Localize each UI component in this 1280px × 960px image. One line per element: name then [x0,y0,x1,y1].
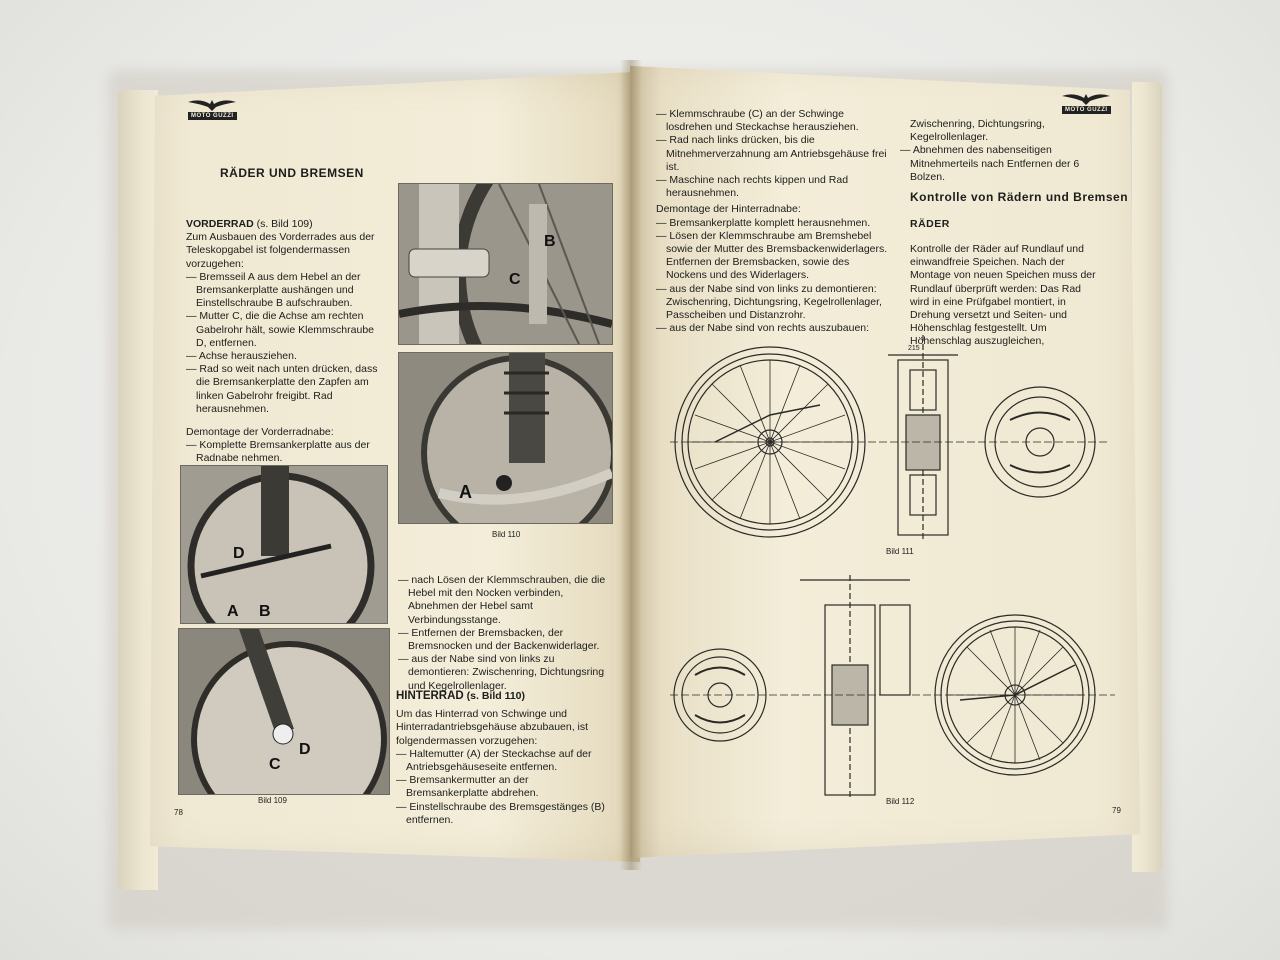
rear-wheel-section [396,690,610,827]
photo-front-brake-2 [178,628,390,795]
front-wheel-section [186,218,384,466]
photo-label: A [227,603,239,620]
col2-line: Zwischenring, Dichtungsring, Kegelrollenlager. [910,118,1045,144]
rear-hub-step: — aus der Nabe sind von rechts auszubauen: [656,322,888,335]
continued-step: — aus der Nabe sind von links zu demontieren: Zwischenring, Dichtungsring und Kegelrollenlager. [398,653,610,693]
book-gutter [620,60,642,870]
wheels-heading: RÄDER [910,218,950,230]
col2-step: — Abnehmen des nabenseitigen Mitnehmerteils nach Entfernen der 6 Bolzen. [900,144,1100,184]
photo-label: A [459,482,472,502]
front-wheel-heading: VORDERRAD [186,218,254,230]
right-column-2 [900,118,1100,184]
right-column-1 [656,108,888,335]
front-step: — Achse herausziehen. [186,350,384,363]
front-step: — Mutter C, die die Achse am rechten Gabelrohr hält, sowie Klemmschraube D, entfernen. [186,310,384,350]
caption-bild-112: Bild 112 [886,797,915,806]
front-step: — Rad so weit nach unten drücken, dass die Bremsankerplatte den Zapfen am linken Gabelrohr freigibt. Rad herausnehmen. [186,363,384,416]
photo-label: D [233,545,245,562]
diagram-bild-112-art [670,575,1115,800]
eagle-icon [1062,92,1110,106]
wheels-text: Kontrolle der Räder auf Rundlauf und einwandfreie Speichen. Nach der Montage von neuen Speichen muss der Rundlauf überprüft werden: Das Rad wird in eine Prüfgabel montiert, in Drehung versetzt und Seiten- und Höhenschlag festgestellt. Um Höhenschlag auszugleichen, [910,243,1096,348]
control-heading: Kontrolle von Rädern und Bremsen [910,190,1129,204]
photo-label: B [259,603,271,620]
brand-name: MOTO GUZZI [1062,106,1111,114]
rear-step: — Haltemutter (A) der Steckachse auf der Antriebsgehäuseseite entfernen. [396,748,610,774]
eagle-icon [188,98,236,112]
rear-hub-step: — aus der Nabe sind von links zu demontieren: Zwischenring, Dichtungsring, Kegelrollenlager, Passcheiben und Distanzrohr. [656,283,888,323]
rear-wheel-ref: (s. Bild 110) [466,690,526,702]
continued-step: — nach Lösen der Klemmschrauben, die die Hebel mit den Nocken verbinden, Abnehmen der Hebel samt Verbindungsstange. [398,574,610,627]
photo-label: B [544,233,556,250]
page-number-left: 78 [174,808,183,817]
caption-bild-109: Bild 109 [258,796,287,805]
photo-front-brake-1 [180,465,388,624]
caption-bild-110: Bild 110 [492,530,521,539]
rear-hub-heading: Demontage der Hinterradnabe: [656,203,801,216]
diagram-bild-111 [670,335,1110,540]
caption-bild-111: Bild 111 [886,547,914,556]
brand-logo-right [1062,92,1111,114]
diagram-bild-112 [670,575,1115,800]
page-title: RÄDER UND BREMSEN [220,166,364,180]
photo-front-brake-1-art [181,466,387,623]
diagram-bild-111-art [670,335,1110,540]
dimension-label: 215 [908,345,920,352]
rear-wheel-intro: Um das Hinterrad von Schwinge und Hinterradantriebsgehäuse abzubauen, ist folgendermassen vorzugehen: [396,708,589,747]
photo-label: C [269,756,281,773]
front-hub-heading: Demontage der Vorderradnabe: [186,426,334,439]
front-wheel-intro: Zum Ausbauen des Vorderrades aus der Teleskopgabel ist folgendermassen vorzugehen: [186,231,375,270]
rear-step: — Einstellschraube des Bremsgestänges (B) entfernen. [396,801,610,827]
page-number-right: 79 [1112,806,1121,815]
rear-removal-step: — Maschine nach rechts kippen und Rad herausnehmen. [656,174,888,200]
rear-removal-step: — Klemmschraube (C) an der Schwinge losdrehen und Steckachse herausziehen. [656,108,888,134]
photo-rear-brake [398,352,613,524]
photo-front-fork-art [399,184,612,344]
continued-steps [398,574,610,693]
front-wheel-ref: (s. Bild 109) [256,218,313,230]
photo-front-fork [398,183,613,345]
rear-hub-step: — Bremsankerplatte komplett herausnehmen. [656,217,888,230]
photo-front-brake-2-art [179,629,389,794]
rear-hub-step: — Lösen der Klemmschraube am Bremshebel sowie der Mutter des Bremsbackenwiderlagers. Entfernen der Bremsbacken, sowie des Nockens und des Widerlagers. [656,230,888,283]
continued-step: — Entfernen der Bremsbacken, der Bremsnocken und der Backenwiderlager. [398,627,610,653]
brand-logo-left [188,98,237,120]
rear-removal-step: — Rad nach links drücken, bis die Mitnehmerverzahnung am Antriebsgehäuse frei ist. [656,134,888,174]
photo-rear-brake-art [399,353,612,523]
rear-wheel-heading: HINTERRAD [396,690,464,702]
photo-label: D [299,741,311,758]
photo-label: C [509,271,521,288]
rear-step: — Bremsankermutter an der Bremsankerplatte abdrehen. [396,774,610,800]
front-hub-step: — Komplette Bremsankerplatte aus der Radnabe nehmen. [186,439,384,465]
brand-name: MOTO GUZZI [188,112,237,120]
front-step: — Bremsseil A aus dem Hebel an der Bremsankerplatte aushängen und Einstellschraube B aufschrauben. [186,271,384,311]
